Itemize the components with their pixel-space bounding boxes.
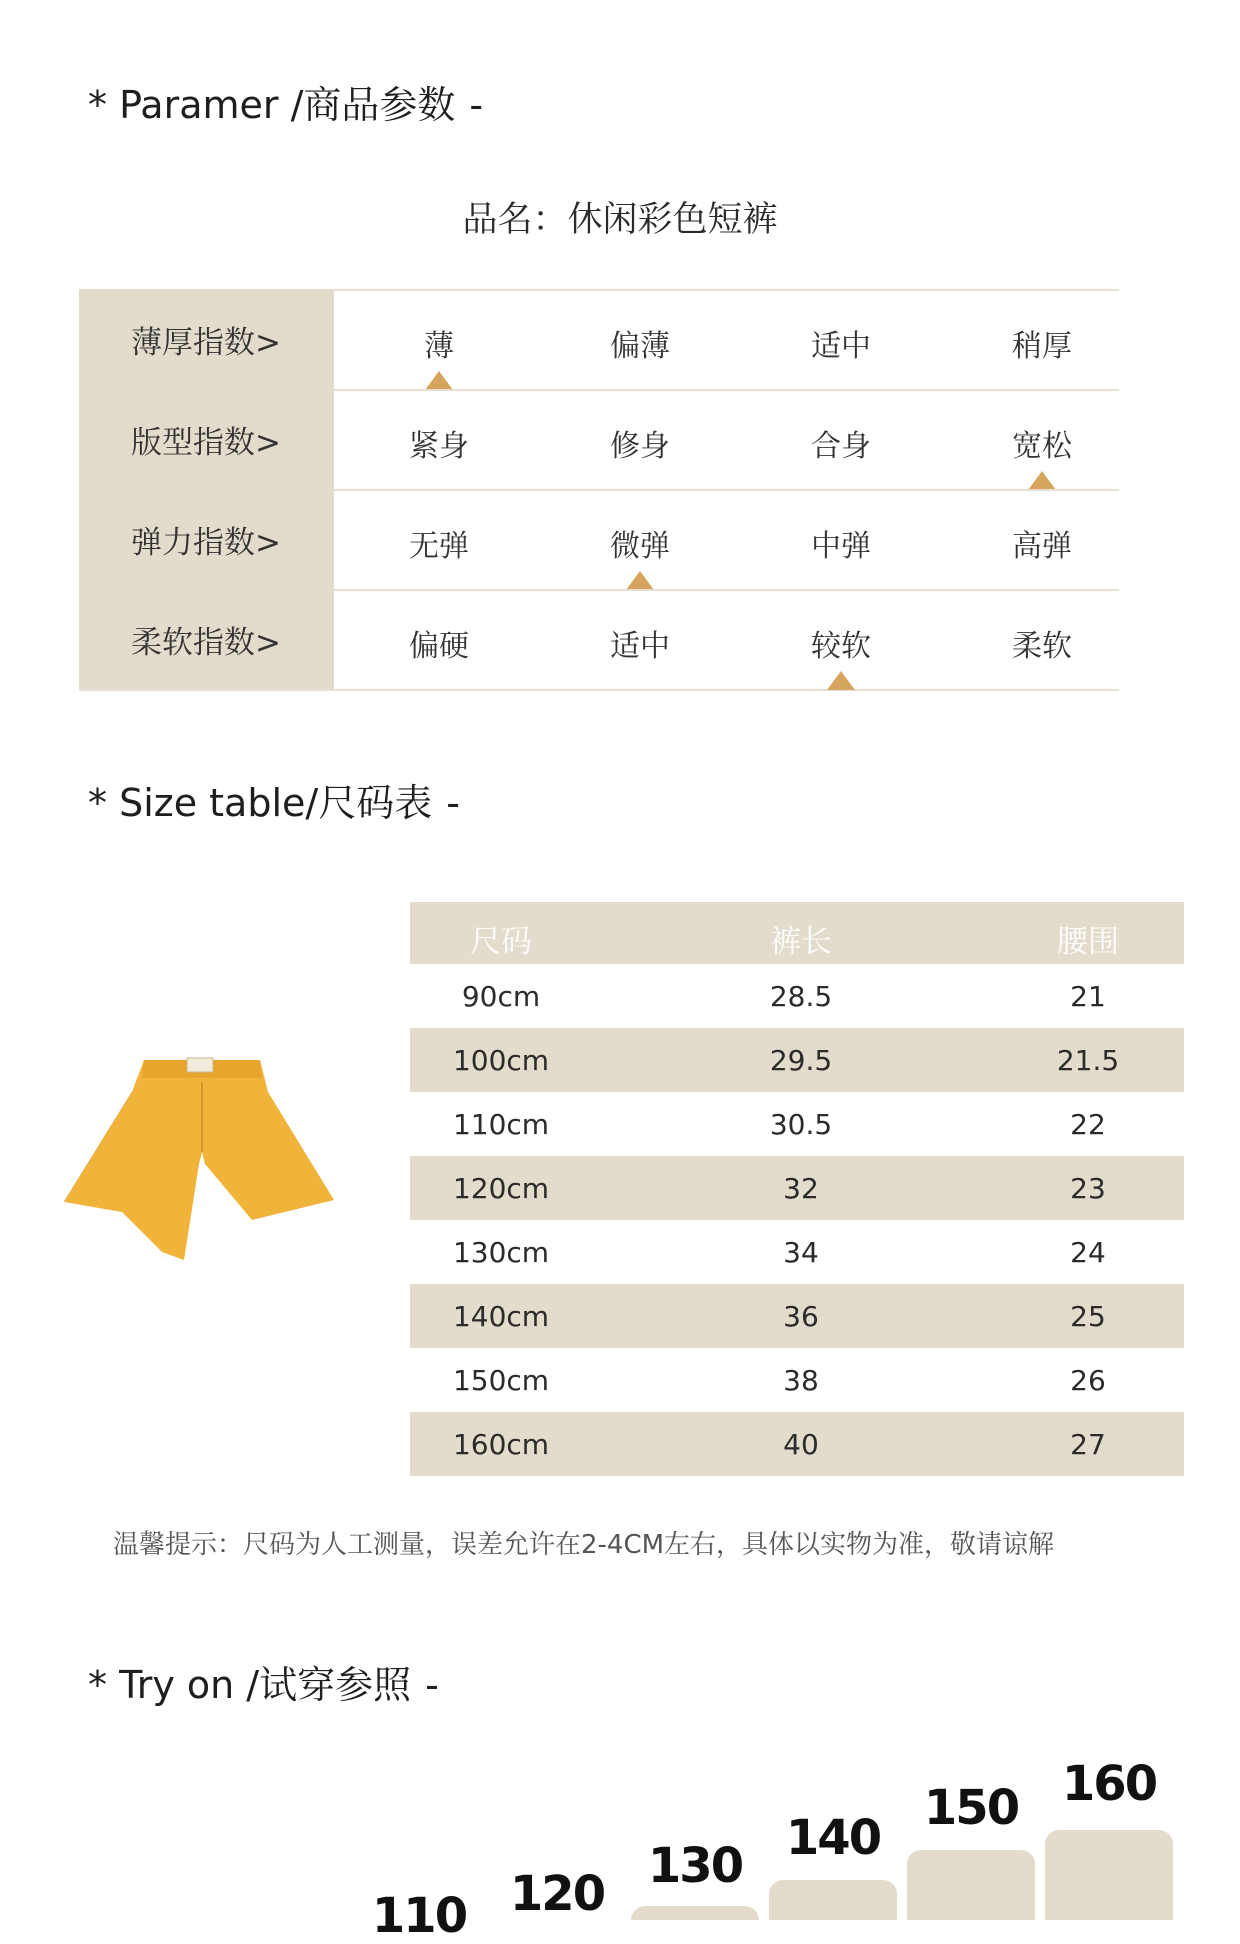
table-cell: 28.5 — [769, 980, 833, 1013]
header-size: 尺码 — [470, 924, 532, 960]
param-option: 偏薄 — [610, 329, 670, 364]
table-cell: 40 — [783, 1428, 819, 1461]
table-cell: 34 — [783, 1236, 819, 1269]
param-option: 修身 — [610, 429, 670, 464]
selected-marker-icon — [425, 371, 453, 390]
param-option: 中弹 — [811, 529, 871, 564]
table-cell: 90cm — [461, 980, 541, 1013]
table-row — [410, 1412, 1184, 1476]
param-option: 微弹 — [610, 529, 670, 564]
table-cell: 27 — [1070, 1428, 1106, 1461]
table-cell: 25 — [1070, 1300, 1106, 1333]
table-cell: 110cm — [452, 1108, 550, 1141]
param-row — [79, 589, 1119, 691]
param-option: 较软 — [811, 629, 871, 664]
header-length: 裤长 — [770, 924, 832, 960]
param-option: 合身 — [811, 429, 871, 464]
shorts-product-image — [62, 1052, 342, 1262]
height-label: 130 — [647, 1838, 743, 1894]
param-option: 紧身 — [409, 429, 469, 464]
height-label: 120 — [509, 1866, 605, 1922]
table-cell: 140cm — [452, 1300, 550, 1333]
height-bar — [631, 1906, 759, 1920]
param-option: 宽松 — [1012, 429, 1072, 464]
param-option: 柔软 — [1012, 629, 1072, 664]
param-option: 偏硬 — [409, 629, 469, 664]
height-bar — [907, 1850, 1035, 1920]
size-tip-note: 温馨提示：尺码为人工测量，误差允许在2-4CM左右，具体以实物为准，敬请谅解 — [113, 1530, 1055, 1560]
table-cell: 32 — [783, 1172, 819, 1205]
param-option: 稍厚 — [1012, 329, 1072, 364]
height-label: 110 — [371, 1888, 467, 1944]
table-row — [410, 1348, 1184, 1412]
table-cell: 21.5 — [1056, 1044, 1120, 1077]
table-cell: 29.5 — [769, 1044, 833, 1077]
selected-marker-icon — [827, 671, 855, 690]
selected-marker-icon — [1028, 471, 1056, 490]
param-row — [79, 289, 1119, 389]
table-cell: 22 — [1070, 1108, 1106, 1141]
param-option: 高弹 — [1012, 529, 1072, 564]
height-label: 150 — [923, 1780, 1019, 1836]
header-waist: 腰围 — [1057, 924, 1119, 960]
table-cell: 160cm — [452, 1428, 550, 1461]
table-cell: 30.5 — [769, 1108, 833, 1141]
height-bar — [1045, 1830, 1173, 1920]
param-label: 柔软指数> — [79, 589, 334, 689]
height-bar — [769, 1880, 897, 1920]
param-label: 版型指数> — [79, 389, 334, 489]
param-label: 薄厚指数> — [79, 289, 334, 389]
table-row — [410, 964, 1184, 1028]
tryon-section-title: * Try on /试穿参照 - — [88, 1663, 439, 1707]
table-row — [410, 1092, 1184, 1156]
param-option: 适中 — [610, 629, 670, 664]
param-option: 无弹 — [409, 529, 469, 564]
param-row — [79, 389, 1119, 489]
table-row — [410, 1220, 1184, 1284]
table-cell: 23 — [1070, 1172, 1106, 1205]
param-row — [79, 489, 1119, 589]
table-cell: 38 — [783, 1364, 819, 1397]
params-section-title: * Paramer /商品参数 - — [88, 83, 484, 127]
table-row — [410, 1284, 1184, 1348]
table-cell: 100cm — [452, 1044, 550, 1077]
table-cell: 21 — [1070, 980, 1106, 1013]
table-row — [410, 1156, 1184, 1220]
table-cell: 36 — [783, 1300, 819, 1333]
height-label: 140 — [785, 1810, 881, 1866]
param-option: 薄 — [424, 329, 454, 364]
size-table — [410, 902, 1184, 1476]
table-row — [410, 1028, 1184, 1092]
param-option: 适中 — [811, 329, 871, 364]
parameter-table — [79, 289, 1119, 691]
table-cell: 130cm — [452, 1236, 550, 1269]
param-label: 弹力指数> — [79, 489, 334, 589]
size-section-title: * Size table/尺码表 - — [88, 781, 460, 825]
selected-marker-icon — [626, 571, 654, 590]
table-cell: 24 — [1070, 1236, 1106, 1269]
height-label: 160 — [1061, 1756, 1157, 1812]
table-cell: 150cm — [452, 1364, 550, 1397]
table-cell: 120cm — [452, 1172, 550, 1205]
table-cell: 26 — [1070, 1364, 1106, 1397]
product-name: 品名：休闲彩色短裤 — [462, 200, 778, 240]
size-table-header — [410, 902, 1184, 964]
